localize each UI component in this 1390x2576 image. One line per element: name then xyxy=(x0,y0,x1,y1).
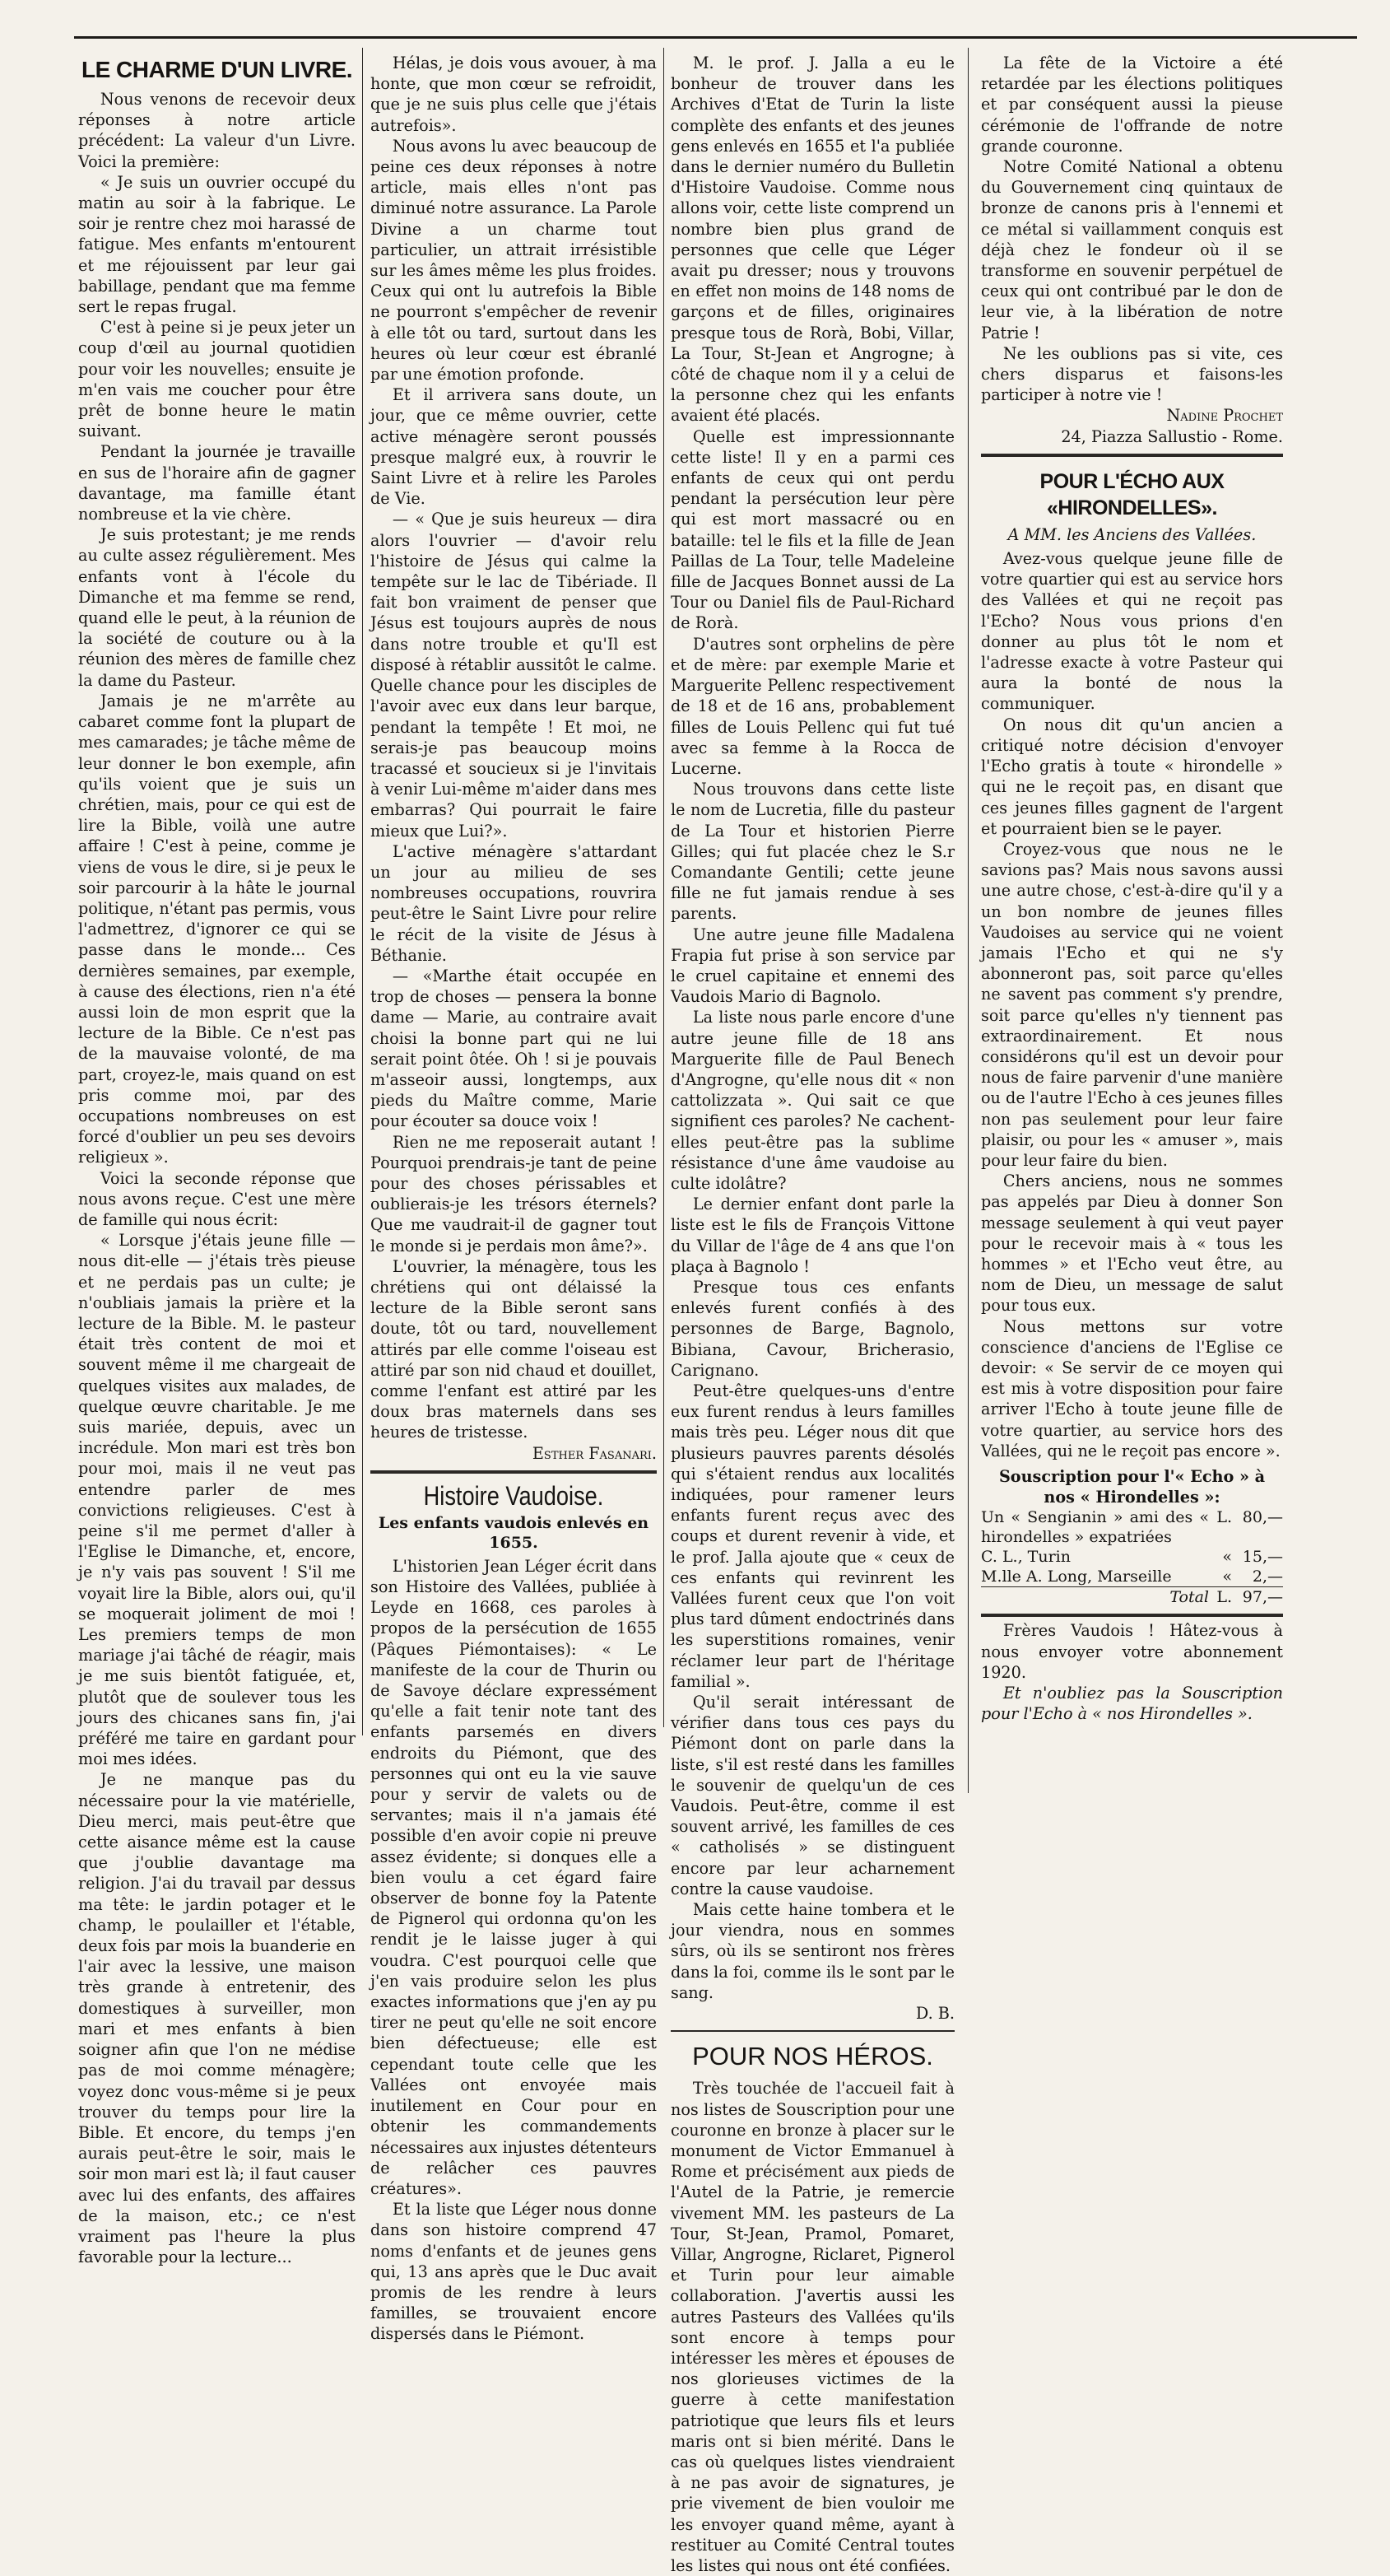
article-dedication: A MM. les Anciens des Vallées. xyxy=(1007,524,1257,544)
paragraph: L'historien Jean Léger écrit dans son Histoire des Vallées, publiée à Leyde en 1668, ces paroles à propos de la persécution de 1655 (Pâques Piémontaises): « Le manifeste de la cour de Thurin ou de Savoye déclare expressément qu'elle a fait tenir note tant des enfants parsemés en divers endroits du Piémont, que des personnes qui ont eu la vie sauve pour y servir de valets ou de servantes; mais il n'a jamais été possible d'en avoir copie ni preuve assez évidente; si donques elle a bien voulu a cet égard faire observer de bonne foy la Patente de Pignerol qui ordonna qu'on les rendit je le laisse juger à qui voudra. C'est pourquoi celle que j'en vais produire selon les plus exactes informations que j'en ay pu tirer ne peut qu'elle ne soit encore bien défectueuse; elle est cependant toute celle que les Vallées ont envoyée mais inutilement en Cour pour en obtenir les commandements nécessaires aux injustes détenteurs de relâcher ces pauvres créatures». xyxy=(370,1556,657,2198)
table-cell: L. xyxy=(1209,1587,1232,1608)
column-2 xyxy=(370,53,657,2344)
paragraph: Nous mettons sur votre conscience d'anciens de l'Eglise ce devoir: « Se servir de ce moyen qui est mis à votre disposition pour faire arriver l'Echo à toute jeune fille de votre quartier, au service hors des Vallées, qui ne le reçoit pas encore ». xyxy=(981,1316,1283,1460)
column-rule xyxy=(663,48,664,1727)
author-signature: D. B. xyxy=(915,2004,955,2024)
section-divider xyxy=(370,1470,657,1474)
section-divider xyxy=(981,454,1283,457)
paragraph: M. le prof. J. Jalla a eu le bonheur de trouver dans les Archives d'Etat de Turin la liste complète des enfants et des jeunes gens enlevés en 1655 et l'a publiée dans le dernier numéro du Bulletin d'Histoire Vaudoise. Comme nous allons voir, cette liste comprend un nombre bien plus grand de personnes que celle que Léger avait pu dresser; nous y trouvons en effet non moins de 148 noms de garçons et de filles, originaires presque tous de Rorà, Bobi, Villar, La Tour, St-Jean et Angrogne; à côté de chaque nom il y a celui de la personne chez qui les enfants avaient été placés. xyxy=(671,54,955,426)
paragraph: Le dernier enfant dont parle la liste est le fils de François Vittone du Villar de l'âge de 4 ans que l'on plaça à Bagnolo ! xyxy=(671,1195,955,1276)
column-3 xyxy=(671,53,955,2575)
paragraph: Rien ne me reposerait autant ! Pourquoi prendrais-je tant de peine pour des choses périssables et oublierais-je les trésors éternels? Que me vaudrait-il de gagner tout le monde si je perdais mon âme?». xyxy=(370,1132,657,1255)
subscription-title: Souscription pour l'« Echo » à nos « Hirondelles »: xyxy=(998,1467,1266,1507)
paragraph: Peut-être quelques-uns d'entre eux furent rendus à leurs familles mais très peu. Léger nous dit que plusieurs pauvres parents désolés qui s'étaient rendus aux localités indiquées, pour ramener leurs enfants furent reçus avec des coups et durent revenir à vide, et le prof. Jalla ajoute que « ceux de ces enfants qui revinrent les Vallées furent ceux que l'on voit plus tard dûment endoctrinés dans les superstitions romaines, venir réclamer leur part de l'héritage familial ». xyxy=(671,1381,955,1691)
paragraph: Notre Comité National a obtenu du Gouvernement cinq quintaux de bronze de canons pris à l'ennemi et ce métal si vaillamment conquis est déjà chez le fondeur où il se transforme en souvenir perpétuel de ceux qui ont contribué par le don de leur vie, à la libération de notre Patrie ! xyxy=(981,157,1283,342)
paragraph: Et il arrivera sans doute, un jour, que ce même ouvrier, cette active ménagère seront poussés presque malgré eux, à rouvrir le Saint Livre et à relire les Paroles de Vie. xyxy=(370,385,657,509)
section-divider xyxy=(671,2030,955,2032)
paragraph: Avez-vous quelque jeune fille de votre quartier qui est au service hors des Vallées et qui ne reçoit pas l'Echo? Nous vous prions d'en donner au plus tôt le nom et l'adresse exacte à votre Pasteur qui aura la bonté de nous la communiquer. xyxy=(981,549,1283,714)
table-cell: « xyxy=(1222,1567,1232,1586)
paragraph: Jamais je ne m'arrête au cabaret comme font la plupart de mes camarades; je tâche même de leur donner le bon exemple, afin qu'ils voient que je suis un chrétien, mais, pour ce qui est de lire la Bible, voilà une autre affaire ! C'est à peine, comme je viens de vous le dire, si je peux le soir parcourir à la hâte le journal politique, n'étant pas permis, vous l'admettrez, d'ignorer ce qui se passe dans le monde... Ces dernières semaines, par exemple, à cause des élections, rien n'a été aussi loin de mon esprit que la lecture de la Bible. Ce n'est pas de la mauvaise volonté, de ma part, croyez-le, mais quand on est pris comme moi, par des occupations nombreuses on est forcé d'oublier un peu ses devoirs religieux ». xyxy=(78,691,356,1167)
article-title-heros: POUR NOS HÉROS. xyxy=(692,2042,933,2071)
paragraph: Et la liste que Léger nous donne dans son histoire comprend 47 noms d'enfants et de jeunes gens qui, 13 ans après que le Duc avait promis de les rendre à leurs familles, se trouvaient encore dispersés dans le Piémont. xyxy=(370,2200,657,2344)
article-title-charme: LE CHARME D'UN LIVRE. xyxy=(81,57,353,82)
paragraph: Presque tous ces enfants enlevés furent confiés à des personnes de Barge, Bagnolo, Bibiana, Cavour, Bricherasio, Carignano. xyxy=(671,1277,955,1380)
subscription-table xyxy=(981,1507,1283,1607)
author-address: 24, Piazza Sallustio - Rome. xyxy=(1061,426,1283,446)
paragraph: Nous trouvons dans cette liste le nom de Lucretia, fille du pasteur de La Tour et historien Pierre Gilles; qui fut placée chez le S.r Comandante Gentili; cette jeune fille ne fut jamais rendue à ses parents. xyxy=(671,780,955,924)
notice-box xyxy=(981,1620,1283,1724)
paragraph: La liste nous parle encore d'une autre jeune fille de 18 ans Marguerite fille de Paul Benech d'Angrogne, qu'elle nous dit « non cattolizzata ». Qui sait ce que signifient ces paroles? Ne cachent-elles peut-être pas la sublime résistance d'une âme vaudoise au culte idolâtre? xyxy=(671,1008,955,1193)
column-rule xyxy=(968,48,969,1793)
paragraph: Voici la seconde réponse que nous avons reçue. C'est une mère de famille qui nous écrit: xyxy=(78,1168,356,1229)
paragraph: Croyez-vous que nous ne le savions pas? Mais nous savons aussi une autre chose, c'est-à-dire qu'il y a un bon nombre de jeunes filles Vaudoises au service qui ne voient jamais l'Echo et qui ne s'y abonneront pas, soit parce qu'elles ne savent pas comment s'y prendre, soit parce qu'elles n'y tiennent pas extraordinairement. Et nous considérons qu'il est un devoir pour nous de faire parvenir d'une manière ou de l'autre l'Echo à ces jeunes filles non pas seulement pour leur faire plaisir, ou pour les « amuser », mais pour leur faire du bien. xyxy=(981,839,1283,1170)
notice-line: Et n'oubliez pas la Souscription pour l'Echo à « nos Hirondelles ». xyxy=(981,1684,1283,1724)
paragraph: Très touchée de l'accueil fait à nos listes de Souscription pour une couronne en bronze à placer sur le monument de Victor Emmanuel à Rome et précisément aux pieds de l'Autel de la Patrie, je remercie vivement MM. les pasteurs de La Tour, St-Jean, Pramol, Pomaret, Villar, Angrogne, Riclaret, Pignerol et Turin pour leur aimable collaboration. J'avertis aussi les autres Pasteurs des Vallées qu'ils sont encore à temps pour intéresser les mères et épouses de nos glorieuses victimes de la guerre à cette manifestation patriotique que leurs fils et leurs maris ont si bien mérité. Dans le cas où quelques listes viendraient à ne pas avoir de signatures, je prie vivement de bien vouloir me les envoyer quand même, ayant à restituer au Comité Central toutes les listes qui nous ont été confiées. xyxy=(671,2079,955,2575)
notice-line: Frères Vaudois ! Hâtez-vous à nous envoyer votre abonnement 1920. xyxy=(981,1621,1283,1682)
paragraph: C'est à peine si je peux jeter un coup d'œil au journal quotidien pour voir les nouvelles; ensuite je m'en vais me coucher pour être prêt de bonne heure le matin suivant. xyxy=(78,318,356,441)
column-1 xyxy=(78,53,356,2267)
table-cell: 80,— xyxy=(1242,1508,1283,1527)
paragraph: Chers anciens, nous ne sommes pas appelés par Dieu à donner Son message seulement à qui veut payer pour le recevoir mais à « tous les hommes » et l'Echo veut être, au nom de Dieu, un message de salut pour tous eux. xyxy=(981,1172,1283,1316)
article-title-histoire: Histoire Vaudoise. xyxy=(423,1480,604,1511)
paragraph: Pendant la journée je travaille en sus de l'horaire afin de gagner davantage, ma famille étant nombreuse et la vie chère. xyxy=(78,442,356,524)
paragraph: — « Que je suis heureux — dira alors l'ouvrier — d'avoir relu l'histoire de Jésus qui calme la tempête sur le lac de Tibériade. Il fait bon vraiment de penser que Jésus est toujours auprès de nous dans notre trouble et qu'Il est disposé à rétablir aussitôt le calme. Quelle chance pour les disciples de l'avoir avec eux dans leur barque, pendant la tempête ! Et moi, ne serais-je pas beaucoup moins tracassé et soucieux si je l'invitais à venir Lui-même m'aider dans mes embarras? Qui pourrait le faire mieux que Lui?». xyxy=(370,510,657,841)
column-rule xyxy=(362,48,363,1735)
table-row xyxy=(981,1547,1283,1567)
paragraph: Je suis protestant; je me rends au culte assez régulièrement. Mes enfants vont à l'école du Dimanche et ma femme se rend, quand elle le peut, à la réunion de la société de couture ou à la réunion des mères de famille chez la dame du Pasteur. xyxy=(78,525,356,690)
paragraph: La fête de la Victoire a été retardée par les élections politiques et par conséquent aussi la pieuse cérémonie de l'offrande de notre grande couronne. xyxy=(981,54,1283,156)
paragraph: « Je suis un ouvrier occupé du matin au soir à la fabrique. Le soir je rentre chez moi harassé de fatigue. Mes enfants m'entourent et me réjouissent par leur gai babillage, pendant que ma femme sert le repas frugal. xyxy=(78,172,356,317)
paragraph: Quelle est impressionnante cette liste! Il y en a parmi ces enfants de ceux qui ont perdu pendant la persécution leur père qui est mort massacré ou en bataille: tel le fils et la fille de Jean Paillas de La Tour, telle Madeleine fille de Jacques Bonnet aussi de La Tour ou Daniel fils de Paul-Richard de Rorà. xyxy=(671,426,955,633)
paragraph: Mais cette haine tombera et le jour viendra, nous en sommes sûrs, où ils se sentiront nos frères dans la foi, comme ils le sont par le sang. xyxy=(671,1900,955,2002)
table-row xyxy=(981,1567,1283,1587)
table-row xyxy=(981,1507,1283,1547)
article-subtitle: Les enfants vaudois enlevés en 1655. xyxy=(378,1513,649,1552)
table-cell: C. L., Turin xyxy=(981,1548,1071,1567)
article-title-echo: POUR L'ÉCHO AUX «HIRONDELLES». xyxy=(1039,469,1225,519)
table-cell: M.lle A. Long, Marseille xyxy=(981,1567,1172,1586)
paragraph: D'autres sont orphelins de père et de mère: par exemple Marie et Marguerite Pellenc respectivement de 18 et de 16 ans, probablement filles de Louis Pellenc qui fut tué avec sa femme à la Rocca de Lucerne. xyxy=(671,634,955,778)
paragraph: Qu'il serait intéressant de vérifier dans tous ces pays du Piémont dont on parle dans la liste, s'il est resté dans les familles le souvenir de quelqu'un de ces Vaudois. Peut-être, comme il est souvent arrivé, les familles de ces « catholisés » se distinguent encore par leur acharnement contre la cause vaudoise. xyxy=(671,1693,955,1898)
table-cell: 15,— xyxy=(1242,1548,1283,1567)
table-cell: 97,— xyxy=(1232,1587,1283,1608)
paragraph: L'active ménagère s'attardant un jour au milieu de ses nombreuses occupations, rouvrira peut-être le Saint Livre pour relire le récit de la visite de Jésus à Béthanie. xyxy=(370,841,657,965)
author-signature: Nadine Prochet xyxy=(1166,406,1283,426)
table-row-total xyxy=(981,1587,1283,1608)
paragraph: Hélas, je dois vous avouer, à ma honte, que mon cœur se refroidit, que je ne suis plus celle que j'étais autrefois». xyxy=(370,54,657,135)
top-rule xyxy=(74,36,1357,39)
section-divider xyxy=(981,1614,1283,1617)
table-cell: Un « Sengianin » ami des « hirondelles » expatriées xyxy=(981,1508,1209,1547)
paragraph: On nous dit qu'un ancien a critiqué notre décision d'envoyer l'Echo gratis à toute « hirondelle » qui ne le reçoit pas, en disant que ces jeunes filles gagnent de l'argent et pourraient bien se le payer. xyxy=(981,715,1283,838)
table-cell: 2,— xyxy=(1252,1567,1283,1586)
paragraph: — «Marthe était occupée en trop de choses — pensera la bonne dame — Marie, au contraire avait choisi la bonne part qui ne lui serait point ôtée. Oh ! si je pouvais m'asseoir aussi, longtemps, aux pieds du Maître comme, Marie pour écouter sa douce voix ! xyxy=(370,966,657,1131)
column-4 xyxy=(981,53,1283,1838)
paragraph: Nous avons lu avec beaucoup de peine ces deux réponses à notre article, mais elles n'ont pas diminué notre assurance. La Parole Divine a un charme tout particulier, un attrait irrésistible sur les âmes même les plus froides. Ceux qui ont lu autrefois la Bible ne pourront s'empêcher de revenir à elle tôt ou tard, surtout dans les heures où leur cœur est ébranlé par une émotion profonde. xyxy=(370,136,657,384)
paragraph: Une autre jeune fille Madalena Frapia fut prise à son service par le cruel capitaine et ennemi des Vaudois Mario di Bagnolo. xyxy=(671,925,955,1007)
paragraph: « Lorsque j'étais jeune fille — nous dit-elle — j'étais très pieuse et ne perdais pas un culte; je n'oubliais jamais la prière et la lecture de la Bible. M. le pasteur était très content de moi et souvent même il me chargeait de quelques visites aux malades, de quelque œuvre charitable. Je me suis mariée, depuis, avec un incrédule. Mon mari est très bon pour moi, mais il ne veut pas entendre parler de mes convictions religieuses. C'est à peine s'il me permet d'aller à l'Eglise le Dimanche, et, encore, je n'y vais pas souvent ! S'il me voyait lire la Bible, alors oui, qu'il se moquerait joliment de moi ! Les premiers temps de mon mariage j'ai tâché de réagir, mais je me suis bientôt fatiguée, et, plutôt que de soulever tous les jours des chicanes sans fin, j'ai préféré me taire en gardant pour moi mes idées. xyxy=(78,1231,356,1769)
table-cell: L. xyxy=(1216,1508,1232,1527)
paragraph: Nous venons de recevoir deux réponses à notre article précédent: La valeur d'un Livre. Voici la première: xyxy=(78,90,356,171)
paragraph: Ne les oublions pas si vite, ces chers disparus et faisons-les participer à notre vie ! xyxy=(981,343,1283,405)
table-cell: « xyxy=(1222,1548,1232,1567)
total-label: Total xyxy=(981,1587,1209,1608)
paragraph: Je ne manque pas du nécessaire pour la vie matérielle, Dieu merci, mais peut-être que cette aisance même est la cause que j'oublie davantage ma religion. J'ai du travail par dessus ma tête: le jardin potager et le champ, le poulailler et l'étable, deux fois par mois la buanderie en l'air avec la lessive, une maison très grande à entretenir, des domestiques à surveiller, mon mari et mes enfants à bien soigner afin que l'on ne médise pas de moi comme ménagère; voyez donc vous-même si je peux trouver du temps pour lire la Bible. Et encore, du temps j'en aurais peut-être le soir, mais le soir mon mari est là; il faut causer avec lui des enfants, des affaires de la maison, etc.; ce n'est vraiment pas l'heure la plus favorable pour la lecture... xyxy=(78,1770,356,2267)
author-signature: Esther Fasanari. xyxy=(532,1443,657,1463)
paragraph: L'ouvrier, la ménagère, tous les chrétiens qui ont délaissé la lecture de la Bible seront sans doute, tôt ou tard, nouvellement attirés par elle comme l'oiseau est attiré par son nid chaud et douillet, comme l'enfant est attiré par les doux bras maternels dans ses heures de tristesse. xyxy=(370,1256,657,1442)
